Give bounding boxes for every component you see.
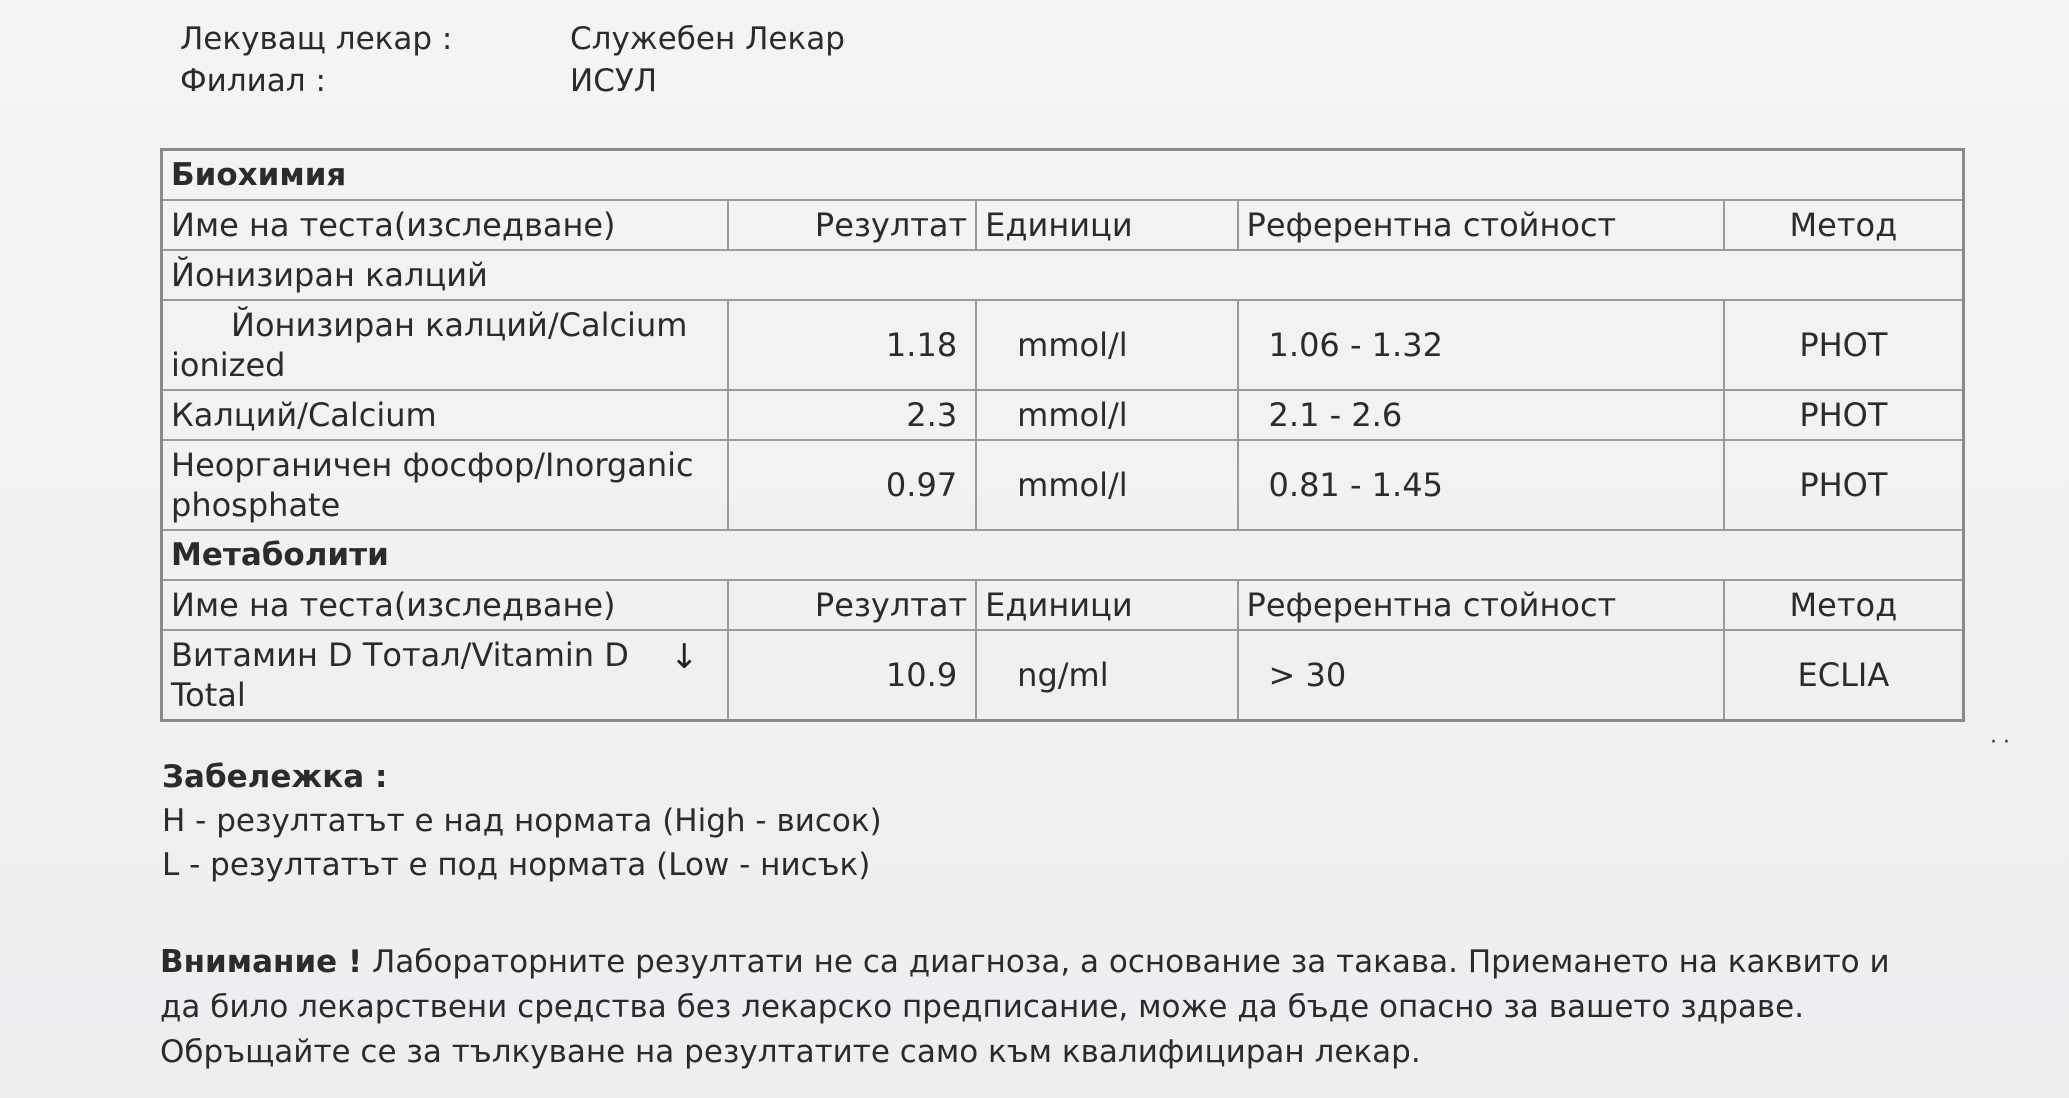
test-name-line2: Total (171, 676, 246, 714)
warning-title: Внимание ! (160, 944, 363, 980)
table-row (162, 390, 1964, 440)
col-name-header: Име на теста(изследване) (162, 200, 728, 250)
warning-block (160, 940, 1920, 1075)
col-result-header: Резултат (728, 580, 977, 630)
col-units-header: Единици (976, 580, 1237, 630)
low-flag-arrow-icon: ↓ (670, 637, 699, 677)
test-result: 0.97 (728, 440, 977, 530)
section-title: Биохимия (162, 150, 1964, 201)
table-row (162, 630, 1964, 721)
test-units: mmol/l (976, 440, 1237, 530)
section-header-metabolites (162, 530, 1964, 580)
test-name (162, 300, 728, 390)
note-high-line: H - резултатът е над нормата (High - висок) (162, 803, 882, 839)
branch-value: ИСУЛ (570, 63, 658, 99)
results-table (160, 148, 1965, 722)
col-units-header: Единици (976, 200, 1237, 250)
test-name (162, 440, 728, 530)
test-units: mmol/l (976, 300, 1237, 390)
test-reference: 1.06 - 1.32 (1238, 300, 1724, 390)
col-reference-header: Референтна стойност (1238, 580, 1724, 630)
column-header-row (162, 200, 1964, 250)
group-title-row (162, 250, 1964, 300)
doctor-label: Лекуващ лекар : (180, 21, 453, 57)
doctor-value: Служебен Лекар (570, 21, 845, 57)
doctor-row (180, 18, 845, 60)
test-result: 10.9 (728, 630, 977, 721)
warning-text: Лабораторните резултати не са диагноза, а основание за такава. Приемането на каквито и да било лекарствени средства без лекарско предписание, може да бъде опасно за вашето здраве. Обръщайте се за тълкуване на резултатите само към квалифициран лекар. (160, 944, 1890, 1070)
test-name-line1: Витамин D Тотал/Vitamin D (171, 636, 629, 674)
col-method-header: Метод (1724, 580, 1964, 630)
section-title: Метаболити (162, 530, 1964, 580)
branch-label: Филиал : (180, 63, 326, 99)
col-result-header: Резултат (728, 200, 977, 250)
header-info (180, 18, 845, 102)
test-name-line2: ionized (171, 346, 286, 384)
note-low-line: L - резултатът е под нормата (Low - нисък) (162, 847, 871, 883)
test-units: mmol/l (976, 390, 1237, 440)
col-name-header: Име на теста(изследване) (162, 580, 728, 630)
test-method: PHOT (1724, 440, 1964, 530)
group-title: Йонизиран калций (162, 250, 1964, 300)
test-units: ng/ml (976, 630, 1237, 721)
test-reference: 2.1 - 2.6 (1238, 390, 1724, 440)
test-method: PHOT (1724, 390, 1964, 440)
stray-dots: ·· (1990, 730, 2016, 755)
section-header-biochemistry (162, 150, 1964, 201)
branch-row (180, 60, 845, 102)
col-reference-header: Референтна стойност (1238, 200, 1724, 250)
note-title: Забележка : (162, 759, 388, 795)
table-row (162, 440, 1964, 530)
test-name: Калций/Calcium (162, 390, 728, 440)
test-method: ECLIA (1724, 630, 1964, 721)
table-row (162, 300, 1964, 390)
note-block (162, 755, 882, 887)
test-name-line1: Йонизиран калций/Calcium (231, 306, 688, 344)
col-method-header: Метод (1724, 200, 1964, 250)
test-result: 2.3 (728, 390, 977, 440)
test-name-line2: phosphate (171, 486, 341, 524)
test-reference: 0.81 - 1.45 (1238, 440, 1724, 530)
test-name-line1: Неорганичен фосфор/Inorganic (171, 446, 694, 484)
test-name (162, 630, 728, 721)
test-method: PHOT (1724, 300, 1964, 390)
test-reference: > 30 (1238, 630, 1724, 721)
test-result: 1.18 (728, 300, 977, 390)
column-header-row (162, 580, 1964, 630)
